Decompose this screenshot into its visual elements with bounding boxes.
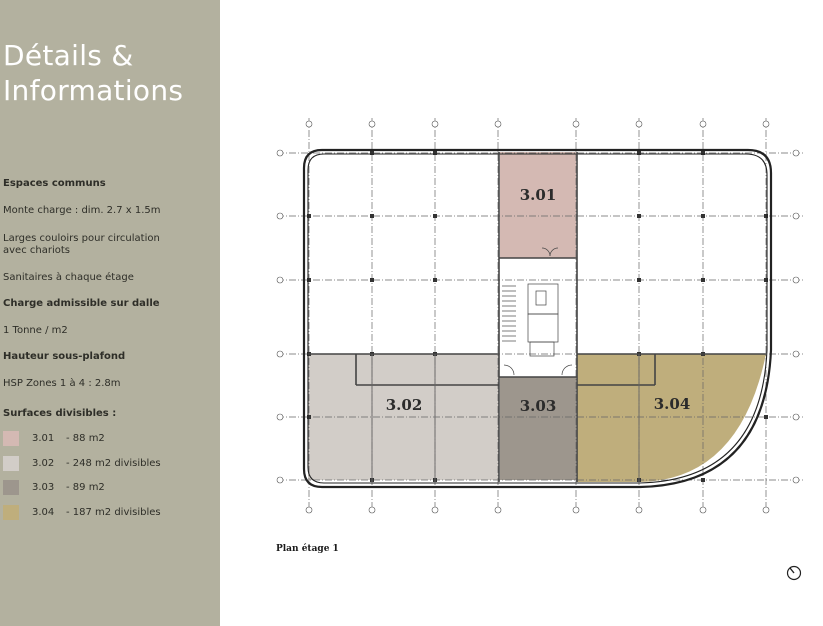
zone-3-03-fill — [500, 377, 576, 480]
ceiling-heading: Hauteur sous-plafond — [3, 351, 126, 362]
surfaces-heading: Surfaces divisibles : — [3, 408, 117, 419]
legend-code: 3.01 — [32, 433, 55, 444]
details-sidebar — [0, 0, 220, 626]
zone-label-3-04: 3.04 — [653, 395, 691, 413]
zone-label-3-02: 3.02 — [385, 396, 423, 414]
corridors-text-line-1: Larges couloirs pour circulation — [3, 233, 160, 244]
core-details — [502, 248, 572, 375]
legend-swatch — [3, 456, 19, 471]
load-heading: Charge admissible sur dalle — [3, 298, 160, 309]
corridors-text-line-2: avec chariots — [3, 245, 70, 256]
zone-3-04-fill — [577, 354, 766, 482]
page-title — [3, 38, 183, 108]
zone-3-01-fill — [500, 152, 576, 258]
legend-swatch — [3, 431, 19, 446]
load-value: 1 Tonne / m2 — [3, 325, 68, 336]
legend-desc: - 248 m2 divisibles — [66, 458, 161, 469]
legend-desc: - 88 m2 — [66, 433, 105, 444]
floor-plan — [260, 110, 820, 520]
zone-label-3-01: 3.01 — [519, 186, 557, 204]
legend-swatch — [3, 480, 19, 495]
title-line-2: Informations — [3, 74, 184, 107]
legend-desc: - 89 m2 — [66, 482, 105, 493]
title-line-1: Détails & — [3, 39, 134, 72]
sanitaires-text: Sanitaires à chaque étage — [3, 272, 134, 283]
legend-desc: - 187 m2 divisibles — [66, 507, 161, 518]
zone-label-3-03: 3.03 — [519, 397, 557, 415]
legend-code: 3.03 — [32, 482, 55, 493]
compass-north-icon — [785, 564, 803, 582]
freight-elevator-text: Monte charge : dim. 2.7 x 1.5m — [3, 205, 161, 216]
plan-caption: Plan étage 1 — [276, 544, 339, 554]
common-spaces-heading: Espaces communs — [3, 178, 106, 189]
ceiling-value: HSP Zones 1 à 4 : 2.8m — [3, 378, 121, 389]
legend-swatch — [3, 505, 19, 520]
legend-code: 3.04 — [32, 507, 55, 518]
legend-code: 3.02 — [32, 458, 55, 469]
